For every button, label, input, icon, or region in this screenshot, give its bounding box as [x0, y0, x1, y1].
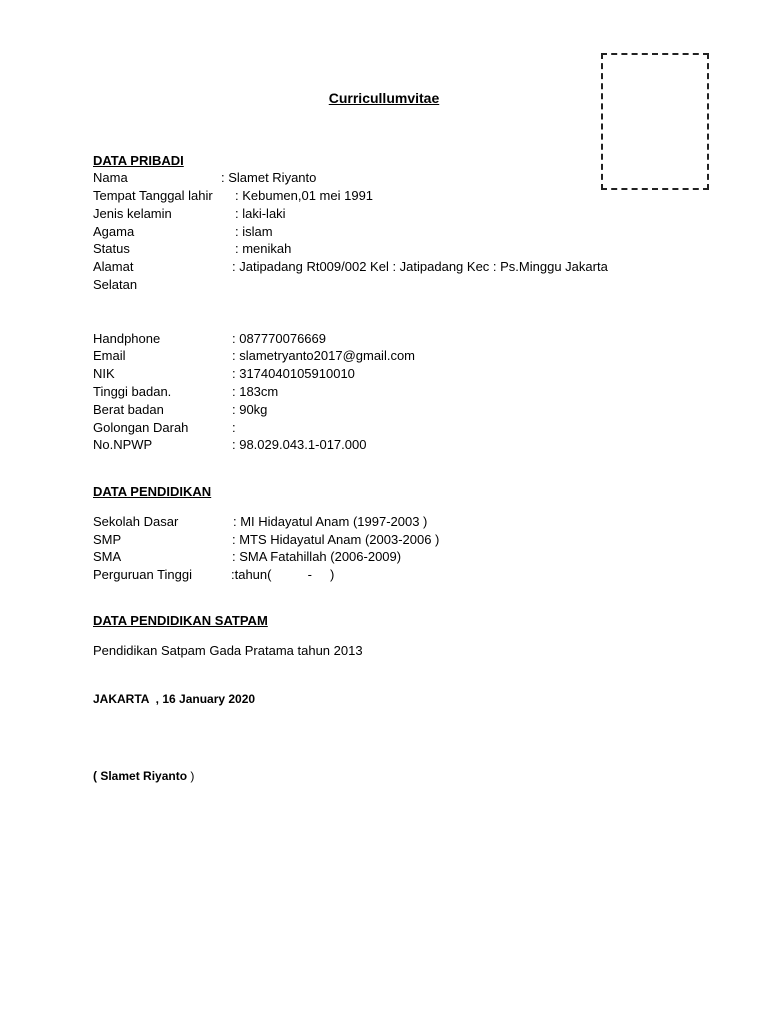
- label-berat: Berat badan: [93, 402, 164, 417]
- label-status: Status: [93, 241, 130, 256]
- value-smp: : MTS Hidayatul Anam (2003-2006 ): [232, 532, 440, 547]
- value-berat: : 90kg: [232, 402, 268, 417]
- value-golongan-darah: :: [232, 420, 236, 435]
- security-training-text: Pendidikan Satpam Gada Pratama tahun 2013: [93, 643, 363, 658]
- label-nama: Nama: [93, 170, 128, 185]
- label-ttl: Tempat Tanggal lahir: [93, 188, 213, 203]
- label-email: Email: [93, 348, 126, 363]
- value-nik: : 3174040105910010: [232, 366, 355, 381]
- section-heading-education: DATA PENDIDIKAN: [93, 484, 212, 499]
- value-alamat: : Jatipadang Rt009/002 Kel : Jatipadang Kec : Ps.Minggu Jakarta: [232, 259, 608, 274]
- label-perguruan-tinggi: Perguruan Tinggi: [93, 567, 193, 582]
- photo-placeholder: [601, 53, 709, 190]
- label-nik: NIK: [93, 366, 115, 381]
- signature-close-paren: ): [187, 769, 195, 783]
- value-agama: : islam: [235, 224, 273, 239]
- value-jenis-kelamin: : laki-laki: [235, 206, 286, 221]
- value-email: : slametryanto2017@gmail.com: [232, 348, 415, 363]
- label-sd: Sekolah Dasar: [93, 514, 179, 529]
- label-tinggi: Tinggi badan.: [93, 384, 172, 399]
- place-date: JAKARTA , 16 January 2020: [93, 692, 256, 706]
- value-sd: : MI Hidayatul Anam (1997-2003 ): [233, 514, 428, 529]
- label-smp: SMP: [93, 532, 122, 547]
- label-jenis-kelamin: Jenis kelamin: [93, 206, 172, 221]
- value-sma: : SMA Fatahillah (2006-2009): [232, 549, 402, 564]
- label-golongan-darah: Golongan Darah: [93, 420, 189, 435]
- alamat-continuation: Selatan: [93, 277, 138, 292]
- value-nama: : Slamet Riyanto: [221, 170, 317, 185]
- label-npwp: No.NPWP: [93, 437, 153, 452]
- signature-name: Slamet Riyanto: [100, 769, 188, 783]
- label-sma: SMA: [93, 549, 122, 564]
- label-handphone: Handphone: [93, 331, 161, 346]
- value-perguruan-tinggi: :tahun( - ): [231, 567, 335, 582]
- value-status: : menikah: [235, 241, 292, 256]
- section-heading-security-training: DATA PENDIDIKAN SATPAM: [93, 613, 268, 628]
- value-handphone: : 087770076669: [232, 331, 326, 346]
- label-agama: Agama: [93, 224, 135, 239]
- section-heading-personal: DATA PRIBADI: [93, 153, 184, 168]
- page-title: Curricullumvitae: [328, 90, 440, 106]
- signature-open-paren: (: [93, 769, 101, 783]
- value-tinggi: : 183cm: [232, 384, 279, 399]
- value-ttl: : Kebumen,01 mei 1991: [235, 188, 374, 203]
- value-npwp: : 98.029.043.1-017.000: [232, 437, 367, 452]
- label-alamat: Alamat: [93, 259, 134, 274]
- signature-block: [93, 767, 194, 785]
